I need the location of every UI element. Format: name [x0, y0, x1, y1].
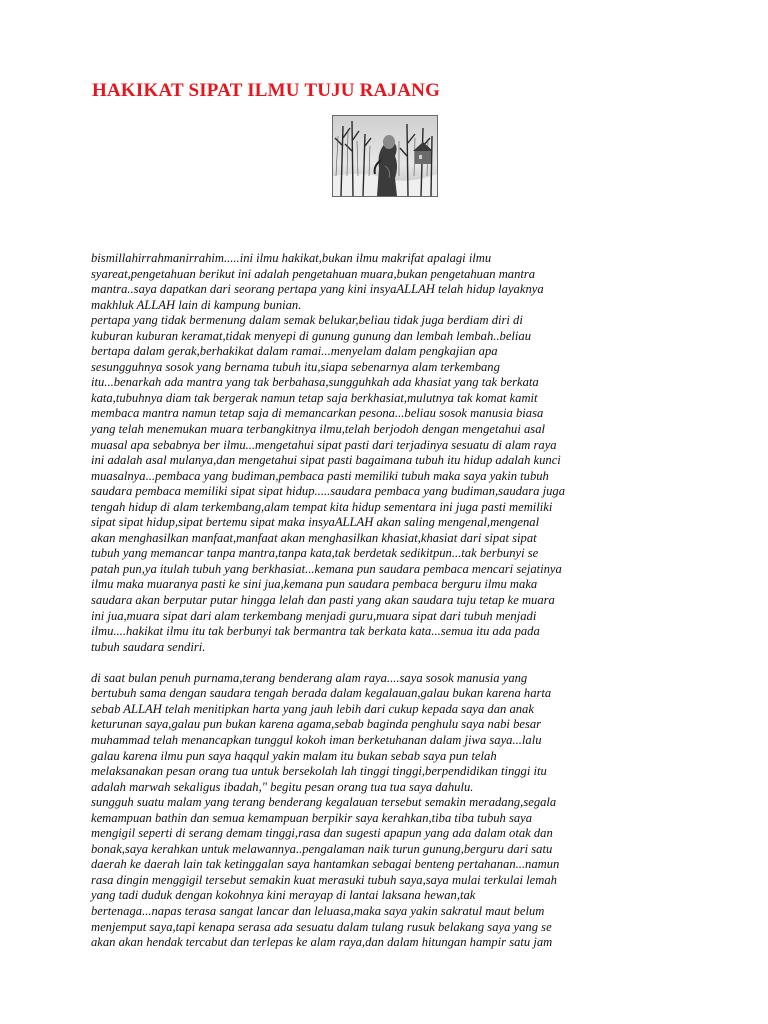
text-line: ini adalah asal mulanya,dan mengetahui sipat pasti bagaimana tubuh itu hidup adalah kunci [91, 453, 561, 468]
text-line: patah pun,ya itulah tubuh yang berkhasiat...kemana pun saudara pembaca mencari sejatinya [91, 561, 562, 576]
text-line: bertubuh sama dengan saudara tengah berada dalam kegalauan,galau bukan karena harta [91, 686, 552, 701]
text-line: muasalnya...pembaca yang budiman,pembaca pasti memiliki tubuh maka saya yakin tubuh [91, 468, 549, 483]
text-line: kuburan kuburan keramat,tidak menyepi di gunung gunung dan lembah lembah..beliau [91, 328, 532, 343]
text-line: itu...benarkah ada mantra yang tak berbahasa,sungguhkah ada khasiat yang tak berkata [91, 375, 539, 390]
body-text [91, 251, 681, 951]
winter-forest-figure-image [332, 115, 438, 197]
text-line: bertenaga...napas terasa sangat lancar dan leluasa,maka saya yakin sakratul maut belum [91, 903, 545, 918]
text-line: sebab ALLAH telah menitipkan harta yang jauh lebih dari cukup kepada saya dan anak [91, 701, 534, 716]
text-line: membaca mantra namun tetap saja di memancarkan pesona...beliau sosok manusia biasa [91, 406, 544, 421]
text-line: daerah ke daerah lain tak ketinggalan saya hantamkan sebagai benteng pertahanan...namun [91, 857, 560, 872]
text-line: bertapa dalam gerak,berhakikat dalam ramai...menyelam dalam pengkajian apa [91, 344, 498, 359]
text-line: tubuh saudara sendiri. [91, 639, 206, 654]
text-line: saudara akan berputar putar hingga lelah dan pasti yang akan saudara tuju tetap ke muara [91, 593, 555, 608]
text-line: galau karena ilmu pun saya haqqul yakin malam itu bukan sebab saya pun telah [91, 748, 497, 763]
text-line: akan akan hendak tercabut dan terlepas ke alam raya,dan dalam hitungan hampir satu jam [91, 935, 553, 950]
text-line: bonak,saya kerahkan untuk melawannya..pengalaman naik turun gunung,berguru dari satu [91, 841, 553, 856]
text-line: saudara pembaca memiliki sipat sipat hidup.....saudara pembaca yang budiman,saudara juga [91, 484, 565, 499]
text-line: yang tadi duduk dengan kokohnya kini merayap di lantai laksana hewan,tak [91, 888, 476, 903]
text-line: menjemput saya,tapi kenapa serasa ada sesuatu dalam tulang rusuk belakang saya yang se [91, 919, 552, 934]
text-line: melaksanakan pesan orang tua untuk bersekolah lah tinggi tinggi,berpendidikan tinggi itu [91, 764, 547, 779]
text-line: yang telah menemukan muara terbangkitnya ilmu,telah berjodoh dengan mengetahui asal [91, 422, 545, 437]
text-line: di saat bulan penuh purnama,terang benderang alam raya....saya sosok manusia yang [91, 670, 528, 685]
text-line: ini jua,muara sipat dari alam terkembang menjadi guru,muara sipat dari tubuh menjadi [91, 608, 537, 623]
text-line: keturunan saya,galau pun bukan karena agama,sebab baginda penghulu saya nabi besar [91, 717, 542, 732]
text-line: sesungguhnya sosok yang bernama tubuh itu,siapa sebenarnya alam terkembang [91, 359, 500, 374]
text-line: tengah hidup di alam terkembang,alam tempat kita hidup sementara ini juga pasti memiliki [91, 499, 553, 514]
paragraph-spacer [91, 655, 681, 671]
text-line: muhammad telah menancapkan tunggul kokoh iman berketuhanan dalam jiwa saya...lalu [91, 732, 542, 747]
text-line: syareat,pengetahuan berikut ini adalah pengetahuan muara,bukan pengetahuan mantra [91, 266, 536, 281]
text-line: kata,tubuhnya diam tak bergerak namun tetap saja berkhasiat,mulutnya tak komat kamit [91, 390, 538, 405]
text-line: akan menghasilkan manfaat,manfaat akan menghasilkan khasiat,khasiat dari sipat sipat [91, 530, 537, 545]
document-title: HAKIKAT SIPAT ILMU TUJU RAJANG [92, 80, 441, 101]
text-line: sungguh suatu malam yang terang benderang kegalauan tersebut semakin meradang,segala [91, 795, 557, 810]
text-line: kemampuan bathin dan semua kemampuan berpikir saya kerahkan,tiba tiba tubuh saya [91, 810, 533, 825]
text-line: mengigil seperti di serang demam tinggi,rasa dan sugesti apapun yang ada dalam otak dan [91, 826, 553, 841]
text-line: ilmu....hakikat ilmu itu tak berbunyi tak bermantra tak berkata kata...semua itu ada pada [91, 624, 540, 639]
text-line: makhluk ALLAH lain di kampung bunian. [91, 297, 302, 312]
text-line: sipat sipat hidup,sipat bertemu sipat maka insyaALLAH akan saling mengenal,mengenal [91, 515, 540, 530]
text-line: adalah marwah sekaligus ibadah," begitu pesan orang tua tua saya dahulu. [91, 779, 474, 794]
text-line: bismillahirrahmanirrahim.....ini ilmu hakikat,bukan ilmu makrifat apalagi ilmu [91, 251, 492, 265]
text-line: ilmu maka muaranya pasti ke sini jua,kemana pun saudara pembaca berguru ilmu maka [91, 577, 538, 592]
text-line: tubuh yang memancar tanpa mantra,tanpa kata,tak berdetak sedikitpun...tak berbunyi se [91, 546, 539, 561]
text-line: mantra..saya dapatkan dari seorang pertapa yang kini insyaALLAH telah hidup layaknya [91, 282, 544, 297]
text-line: rasa dingin menggigil tersebut semakin kuat merasuki tubuh saya,saya mulai terkulai lemah [91, 872, 557, 887]
text-line: muasal apa sebabnya ber ilmu...mengetahui sipat pasti dari terjadinya sesuatu di alam raya [91, 437, 557, 452]
text-line: pertapa yang tidak bermenung dalam semak belukar,beliau tidak juga berdiam diri di [91, 313, 523, 328]
